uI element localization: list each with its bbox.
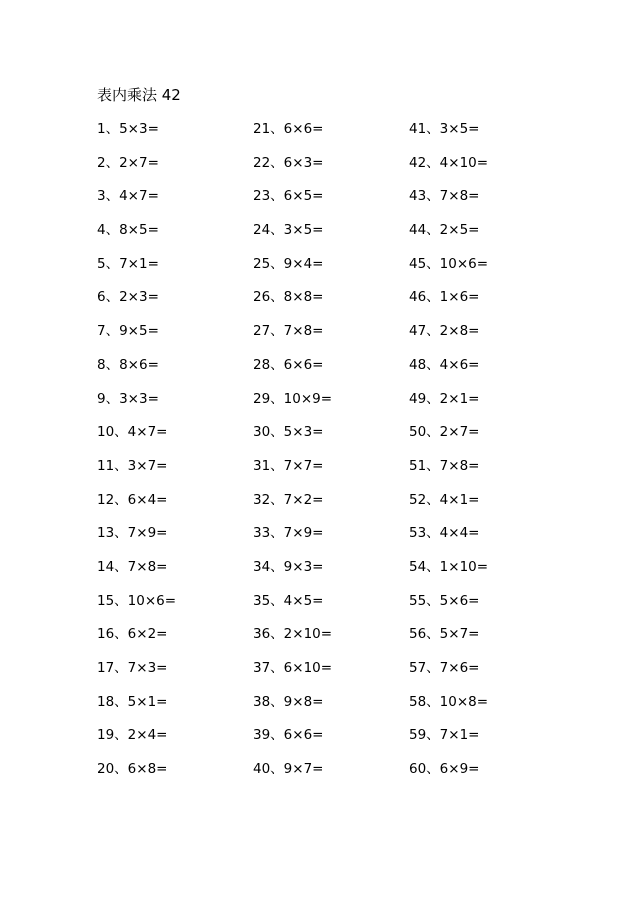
problem-item: 40、9×7= [253, 761, 324, 778]
problem-item: 12、6×4= [97, 491, 168, 508]
problem-item: 53、4×4= [409, 525, 480, 542]
problem-item: 27、7×8= [253, 323, 324, 340]
problem-item: 60、6×9= [409, 761, 480, 778]
problem-item: 8、8×6= [97, 356, 159, 373]
problem-item: 30、5×3= [253, 424, 324, 441]
problem-item: 20、6×8= [97, 761, 168, 778]
problem-item: 25、9×4= [253, 255, 324, 272]
problem-item: 46、1×6= [409, 289, 480, 306]
problem-item: 22、6×3= [253, 154, 324, 171]
problem-item: 56、5×7= [409, 626, 480, 643]
problem-item: 32、7×2= [253, 491, 324, 508]
problem-item: 31、7×7= [253, 457, 324, 474]
problem-item: 54、1×10= [409, 558, 489, 575]
problem-item: 42、4×10= [409, 154, 489, 171]
problem-item: 58、10×8= [409, 693, 489, 710]
problem-item: 13、7×9= [97, 525, 168, 542]
problem-item: 3、4×7= [97, 188, 159, 205]
problem-item: 33、7×9= [253, 525, 324, 542]
problem-column-1 [97, 118, 247, 792]
problem-item: 52、4×1= [409, 491, 480, 508]
problem-item: 47、2×8= [409, 323, 480, 340]
problem-item: 28、6×6= [253, 356, 324, 373]
problem-item: 57、7×6= [409, 660, 480, 676]
problem-item: 48、4×6= [409, 356, 480, 373]
problem-item: 15、10×6= [97, 592, 177, 609]
problem-item: 16、6×2= [97, 626, 168, 643]
problem-column-2 [253, 118, 403, 792]
problem-item: 2、2×7= [97, 154, 159, 171]
problem-item: 21、6×6= [253, 121, 324, 137]
problem-item: 36、2×10= [253, 626, 333, 643]
problem-item: 14、7×8= [97, 558, 168, 575]
problem-item: 39、6×6= [253, 727, 324, 744]
problem-item: 55、5×6= [409, 592, 480, 609]
problem-item: 38、9×8= [253, 693, 324, 710]
page-title: 表内乘法 42 [97, 86, 181, 104]
problem-item: 4、8×5= [97, 222, 159, 239]
problem-item: 35、4×5= [253, 592, 324, 609]
problem-item: 34、9×3= [253, 558, 324, 575]
problem-item: 43、7×8= [409, 188, 480, 205]
problem-item: 1、5×3= [97, 121, 159, 137]
problem-item: 9、3×3= [97, 390, 159, 407]
problem-item: 23、6×5= [253, 188, 324, 205]
problem-item: 7、9×5= [97, 323, 159, 340]
problem-item: 24、3×5= [253, 222, 324, 239]
problem-item: 49、2×1= [409, 390, 480, 407]
problem-item: 37、6×10= [253, 660, 333, 676]
problem-item: 50、2×7= [409, 424, 480, 441]
problem-item: 44、2×5= [409, 222, 480, 239]
problem-item: 45、10×6= [409, 255, 489, 272]
problem-column-3 [409, 118, 559, 792]
problem-item: 41、3×5= [409, 121, 480, 137]
problem-item: 10、4×7= [97, 424, 168, 441]
problem-item: 29、10×9= [253, 390, 333, 407]
problem-item: 11、3×7= [97, 457, 168, 474]
problem-item: 19、2×4= [97, 727, 168, 744]
problem-item: 18、5×1= [97, 693, 168, 710]
problem-item: 26、8×8= [253, 289, 324, 306]
problem-item: 5、7×1= [97, 255, 159, 272]
problem-item: 51、7×8= [409, 457, 480, 474]
problem-item: 59、7×1= [409, 727, 480, 744]
problem-item: 6、2×3= [97, 289, 159, 306]
problem-item: 17、7×3= [97, 660, 168, 676]
